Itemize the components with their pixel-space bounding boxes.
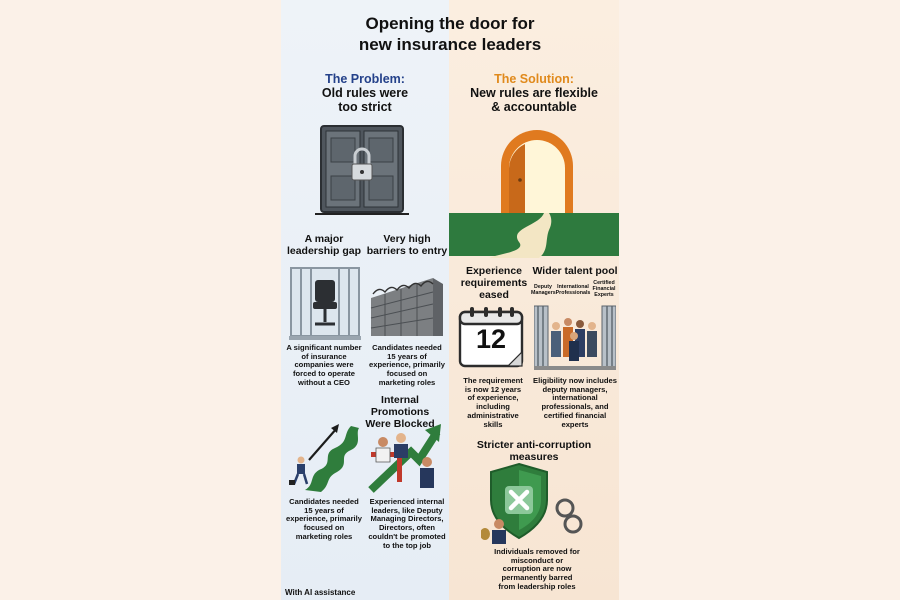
pool-label-certified: Certified Financial Experts	[592, 280, 616, 298]
brick-wall-icon	[367, 264, 447, 340]
main-title: Opening the door for new insurance leaders	[358, 14, 542, 54]
anti-corruption-title: Stricter anti-corruption measures	[476, 439, 592, 463]
open-door-icon	[449, 118, 619, 258]
barriers-title: Very high barriers to entry	[366, 233, 448, 257]
anti-corruption-text: Individuals removed for misconduct or corruption are now permanently barred from leadership roles	[494, 547, 580, 591]
solution-heading	[453, 72, 615, 114]
talent-pool-group-icon	[534, 304, 616, 374]
barriers-text: Candidates needed 15 years of experience, primarily focused on marketing roles	[369, 343, 445, 387]
problem-heading	[285, 72, 445, 114]
solution-label: The Solution:	[494, 72, 574, 86]
promo-right-text: Experienced internal leaders, like Deputy Managing Directors, Directors, often couldn't be promoted to the top job	[368, 497, 446, 550]
empty-chair-icon	[289, 266, 361, 340]
calendar-number: 12	[475, 324, 507, 354]
gap-title: A major leadership gap	[286, 233, 362, 257]
talent-pool-title: Wider talent pool	[532, 265, 618, 277]
blocked-promotion-icon	[367, 420, 447, 494]
locked-vault-icon	[315, 124, 409, 216]
experience-text: The requirement is now 12 years of experience, including administrative skills	[463, 376, 523, 429]
pool-label-international: International Professionals	[555, 284, 591, 296]
gap-text: A significant number of insurance companies were forced to operate without a CEO	[286, 343, 362, 387]
solution-subtitle: New rules are flexible & accountable	[470, 86, 598, 114]
infographic	[281, 0, 619, 600]
talent-pool-text: Eligibility now includes deputy managers, international professionals, and certified financial experts	[533, 376, 617, 429]
career-climb-icon	[285, 420, 365, 494]
pool-label-deputy: Deputy Managers	[531, 284, 556, 296]
problem-subtitle: Old rules were too strict	[321, 86, 409, 114]
promotions-title: Internal Promotions Were Blocked	[365, 394, 435, 430]
promo-left-text: Candidates needed 15 years of experience, primarily focused on marketing roles	[286, 497, 362, 541]
footer-credit: With AI assistance	[285, 588, 356, 597]
problem-label: The Problem:	[325, 72, 405, 86]
anti-corruption-shield-icon	[481, 462, 585, 544]
experience-title: Experience requirements eased	[460, 265, 528, 301]
